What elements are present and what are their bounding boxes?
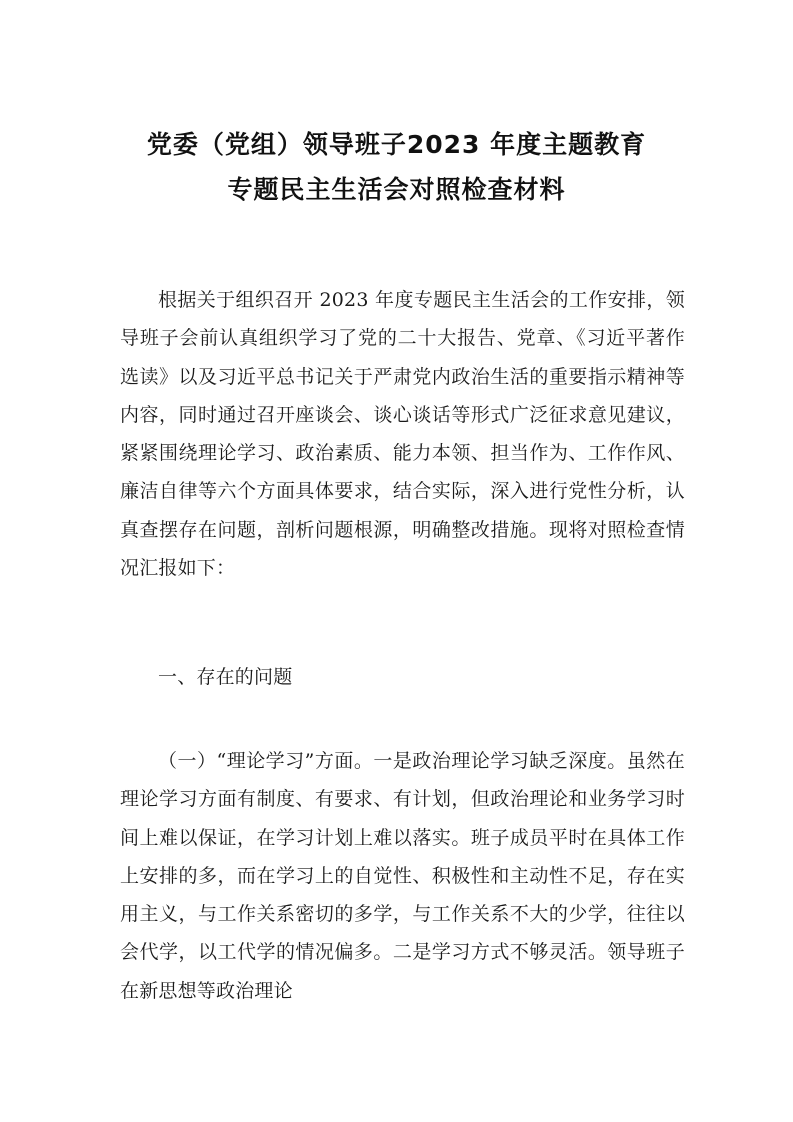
theory-study-paragraph: （一）“理论学习”方面。一是政治理论学习缺乏深度。虽然在理论学习方面有制度、有要求、有计划，但政治理论和业务学习时间上难以保证，在学习计划上难以落实。班子成员平时在具体工作上安排的多，而在学习上的自觉性、积极性和主动性不足，存在实用主义，与工作关系密切的多学，与工作关系不大的少学，往往以会代学，以工代学的情况偏多。二是学习方式不够灵活。领导班子在新思想等政治理论: [120, 750, 685, 1002]
document-title: [0, 122, 793, 212]
document-title-line-2: 专题民主生活会对照检查材料: [227, 175, 566, 204]
section-heading: 一、存在的问题: [158, 666, 293, 688]
intro-paragraph: 根据关于组织召开 2023 年度专题民主生活会的工作安排，领导班子会前认真组织学习了党的二十大报告、党章、《习近平著作选读》以及习近平总书记关于严肃党内政治生活的重要指示精神等内容，同时通过召开座谈会、谈心谈话等形式广泛征求意见建议，紧紧围绕理论学习、政治素质、能力本领、担当作为、工作作风、廉洁自律等六个方面具体要求，结合实际，深入进行党性分析，认真查摆存在问题，剖析问题根源，明确整改措施。现将对照检查情况汇报如下：: [120, 289, 685, 580]
document-title-line-1: 党委（党组）领导班子2023 年度主题教育: [146, 130, 647, 159]
